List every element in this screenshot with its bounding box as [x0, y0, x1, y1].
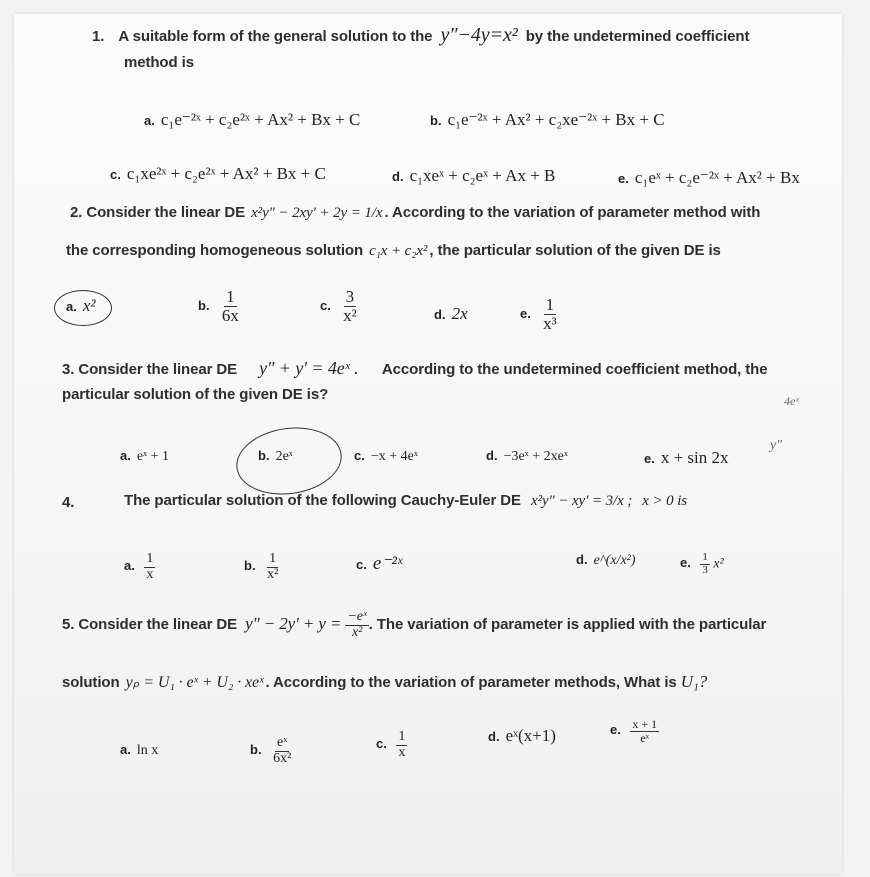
q2-equation: x²y″ − 2xy′ + 2y = 1/x — [251, 205, 383, 221]
q4-option-b[interactable]: b. $\frac{1}{\text{x²}}$ — [244, 551, 279, 582]
q3-line1: 3. Consider the linear DE y″ + y′ = 4eˣ . According to the undetermined coefficient method, the — [62, 358, 768, 378]
q2-option-b[interactable]: b. $\frac{1}{6x}$ — [198, 287, 239, 325]
q2-option-a[interactable]: a. x² — [66, 296, 96, 315]
q5-option-e[interactable]: e. $\frac{x + 1}{\text{eˣ}}$ — [610, 717, 658, 745]
exam-paper — [14, 14, 842, 874]
q1-option-a[interactable]: a. c₁e⁻²ˣ + c₂e²ˣ + Ax² + Bx + C — [144, 110, 361, 129]
q1-equation: y″−4y=x² — [440, 24, 518, 46]
q5-option-b[interactable]: b. $\frac{\text{eˣ}}{\text{6x²}}$ — [250, 735, 292, 766]
q1-number: 1. — [92, 28, 105, 45]
q5-option-a[interactable]: a. ln x — [120, 742, 159, 758]
margin-note: 4eˣ — [784, 394, 799, 408]
q2-line1: 2. Consider the linear DE x²y″ − 2xy′ + 2y = 1/x . According to the variation of parameter method with — [70, 204, 761, 221]
margin-note: y″ — [770, 438, 783, 453]
q1-option-c[interactable]: c. c₁xe²ˣ + c₂e²ˣ + Ax² + Bx + C — [110, 164, 326, 183]
q2-homog: c₁x + c₂x² — [369, 243, 428, 259]
q4-line: The particular solution of the following Cauchy-Euler DE x²y″ − xy′ = 3/x ; x > 0 is — [124, 492, 688, 509]
q4-option-e[interactable]: e. $\frac{1}{3}$ x² — [680, 551, 724, 576]
q5-yp: yₚ = U₁ · eˣ + U₂ · xeˣ — [125, 674, 264, 691]
q3-option-b[interactable]: b. 2eˣ — [258, 448, 293, 464]
q2-line2: the corresponding homogeneous solution c₁x + c₂x² , the particular solution of the given DE is — [66, 242, 721, 259]
q5-equation: y″ − 2y′ + y = — [245, 614, 342, 634]
q4-option-a[interactable]: a. $\frac{1}{x}$ — [124, 551, 154, 582]
q4-equation: x²y″ − xy′ = 3/x ; — [531, 493, 633, 509]
q2-option-e[interactable]: e. $\frac{1}{\text{x³}}$ — [520, 295, 557, 333]
q3-option-a[interactable]: a. eˣ + 1 — [120, 448, 169, 464]
q3-option-e[interactable]: e. x + sin 2x — [644, 448, 729, 467]
q4-option-d[interactable]: d. e^(x/x²) — [576, 552, 636, 568]
q3-option-d[interactable]: d. −3eˣ + 2xeˣ — [486, 448, 568, 464]
q3-equation: y″ + y′ = 4eˣ . — [259, 358, 359, 378]
q3-option-c[interactable]: c. −x + 4eˣ — [354, 448, 418, 464]
q2-option-d[interactable]: d. 2x — [434, 304, 468, 323]
q1-text-line2: method is — [124, 54, 194, 71]
q5-option-c[interactable]: c. $\frac{1}{x}$ — [376, 729, 406, 760]
q1-option-d[interactable]: d. c₁xeˣ + c₂eˣ + Ax + B — [392, 166, 556, 185]
q3-line2: particular solution of the given DE is? — [62, 386, 329, 403]
q5-line2: solution yₚ = U₁ · eˣ + U₂ · xeˣ . According to the variation of parameter methods, What is U₁? — [62, 672, 708, 691]
q1-line1 — [92, 24, 749, 47]
q4-number: 4. — [62, 494, 75, 511]
q1-option-b[interactable]: b. c₁e⁻²ˣ + Ax² + c₂xe⁻²ˣ + Bx + C — [430, 110, 665, 129]
q1-option-e[interactable]: e. c₁eˣ + c₂e⁻²ˣ + Ax² + Bx — [618, 168, 800, 187]
q4-option-c[interactable]: c. e⁻²ˣ — [356, 553, 403, 574]
q5-option-d[interactable]: d. eˣ(x+1) — [488, 726, 556, 745]
q1-text: A suitable form of the general solution to the — [118, 28, 433, 45]
q2-option-c[interactable]: c. $\frac{3}{\text{x²}}$ — [320, 287, 357, 325]
q1-text-b: by the undetermined coefficient — [525, 28, 750, 45]
q5-line1: 5. Consider the linear DE y″ − 2y′ + y = $\frac{\text{−eˣ}}{\text{x²}}$ . The variation of parameter is applied with the particular — [62, 609, 767, 640]
